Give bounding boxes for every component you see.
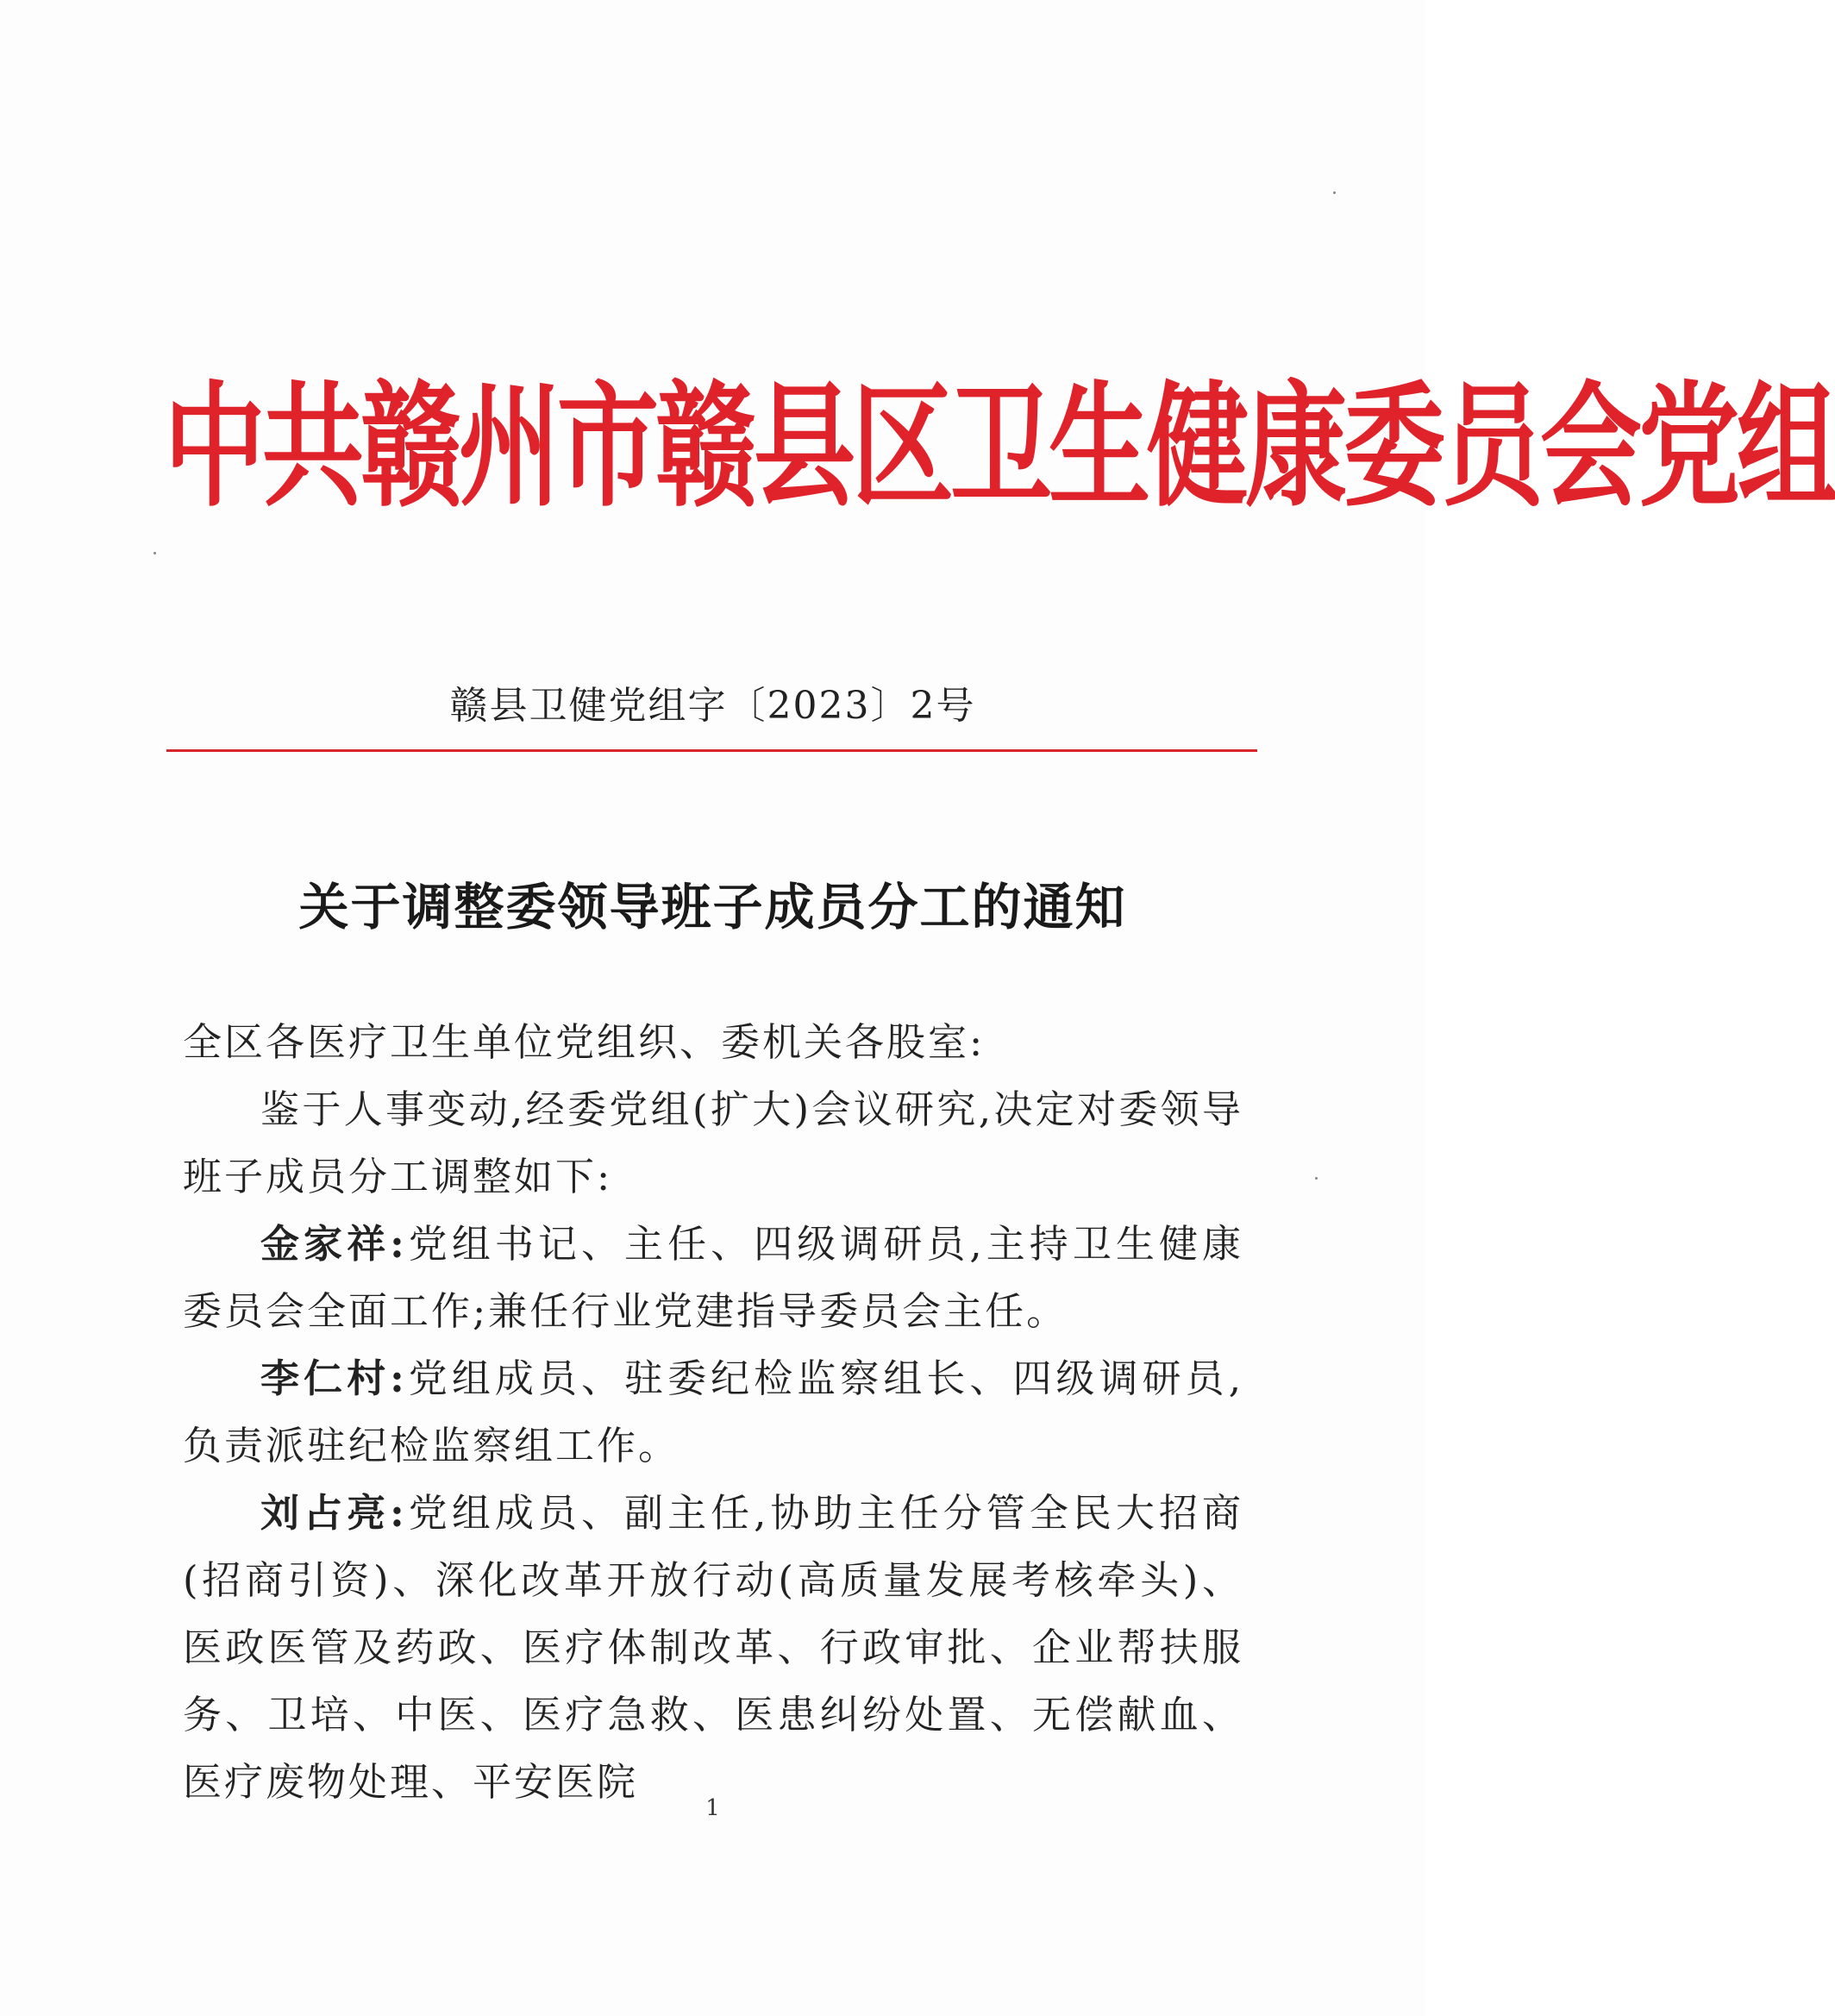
person-name: 刘占亮: bbox=[260, 1490, 407, 1536]
notice-title: 关于调整委领导班子成员分工的通知 bbox=[298, 878, 1127, 936]
intro-paragraph: 鉴于人事变动,经委党组(扩大)会议研究,决定对委领导班子成员分工调整如下: bbox=[183, 1086, 1243, 1199]
red-separator-line bbox=[166, 749, 1257, 752]
scan-speck bbox=[1315, 1177, 1318, 1180]
assignment-paragraph bbox=[183, 1480, 1243, 1816]
scan-speck bbox=[153, 552, 156, 554]
assignment-paragraph bbox=[183, 1345, 1243, 1480]
person-name: 李仁村: bbox=[260, 1355, 407, 1401]
issuing-organization-header: 中共赣州市赣县区卫生健康委员会党组 bbox=[164, 366, 1835, 525]
person-name: 金家祥: bbox=[260, 1221, 407, 1267]
salutation: 全区各医疗卫生单位党组织、委机关各股室: bbox=[183, 1019, 986, 1065]
assignment-text: 党组成员、副主任,协助主任分管全民大招商(招商引资)、深化改革开放行动(高质量发展考核牵头)、医政医管及药政、医疗体制改革、行政审批、企业帮扶服务、卫培、中医、医疗急救、医患纠纷处置、无偿献血、医疗废物处理、平安医院 bbox=[183, 1490, 1243, 1805]
assignment-paragraph bbox=[183, 1211, 1243, 1345]
assignment-text: 党组成员、驻委纪检监察组长、四级调研员,负责派驻纪检监察组工作。 bbox=[183, 1355, 1243, 1468]
document-number: 赣县卫健党组字〔2023〕2号 bbox=[449, 684, 976, 728]
assignment-text: 党组书记、主任、四级调研员,主持卫生健康委员会全面工作;兼任行业党建指导委员会主任。 bbox=[183, 1221, 1243, 1334]
page-number: 1 bbox=[705, 1795, 720, 1821]
scan-speck bbox=[1333, 191, 1336, 194]
notice-body bbox=[183, 1009, 1243, 1816]
